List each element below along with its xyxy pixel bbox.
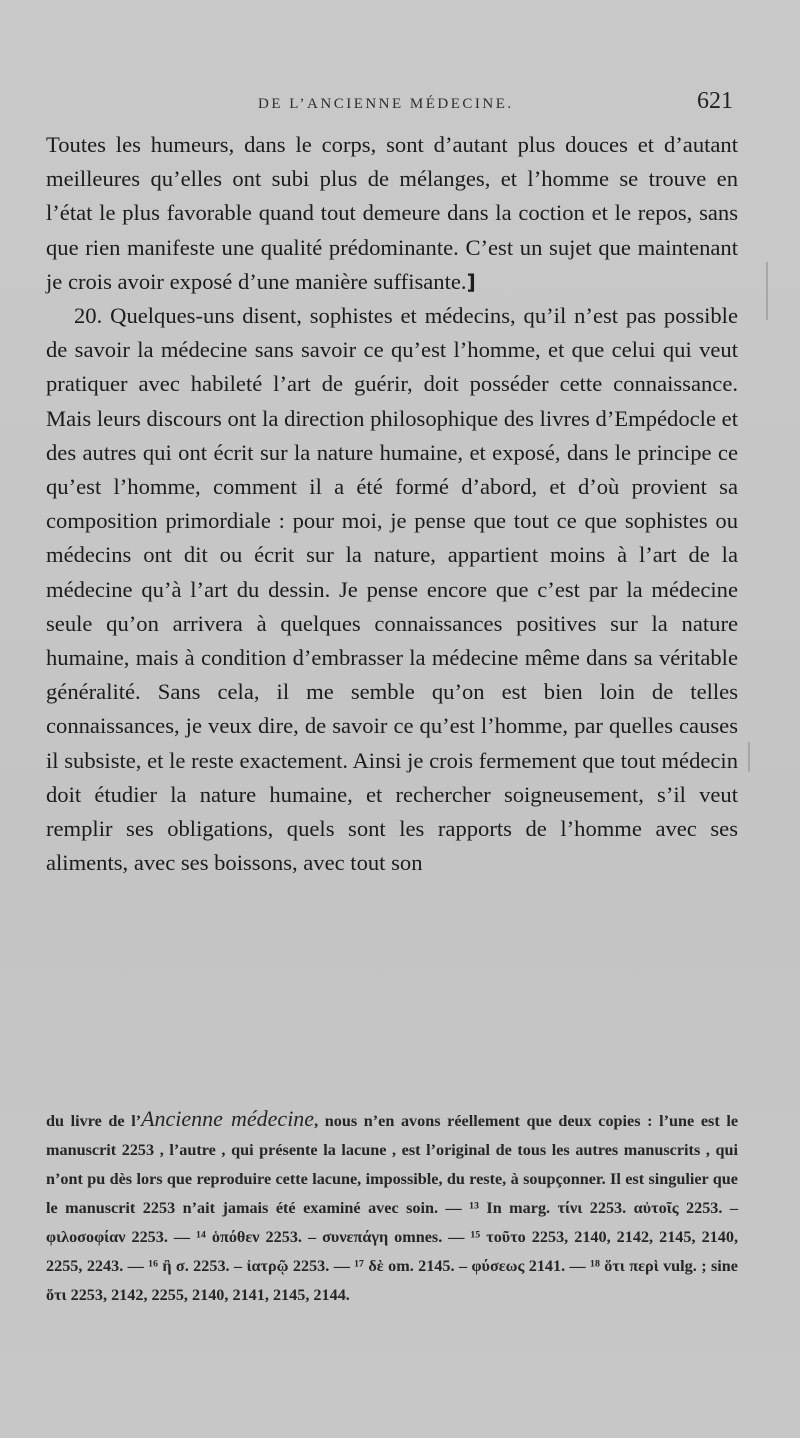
book-title: Ancienne médecine — [141, 1106, 315, 1131]
closing-bracket: ] — [466, 269, 476, 294]
footnote-text: , nous n’en avons réellement que deux copies : l’une est le manuscrit 2253 , l’autre , qui présente la lacune , est l’original de tous les autres manuscrits , qui n’ont pu dès lors que reproduire cette lacune, impossible, du reste, à soupçonner. Il est singulier que le manuscrit 2253 n’ait jamais été examiné avec soin. — ¹³ In marg. τίνι 2253. αὐτοῖς 2253. – φιλοσοφίαν 2253. — ¹⁴ ὁπόθεν 2253. – συνεπάγη omnes. — ¹⁵ τοῦτο 2253, 2140, 2142, 2145, 2140, 2255, 2243. — ¹⁶ ἢ σ. 2253. – ἰατρῷ 2253. — ¹⁷ δὲ om. 2145. – φύσεως 2141. — ¹⁸ ὅτι περὶ vulg. ; sine ὅτι 2253, 2142, 2255, 2140, 2141, 2145, 2144. — [46, 1112, 739, 1304]
footnote-lead: du livre de l’ — [46, 1112, 142, 1130]
paragraph-20: 20. Quelques-uns disent, sophistes et médecins, qu’il n’est pas possible de savoir la médecine sans savoir ce qu’est l’homme, et que celui qui veut pratiquer avec habileté l’art de guérir, doit posséder cette connaissance. Mais leurs discours ont la direction philosophique des livres d’Empédocle et des autres qui ont écrit sur la nature humaine, et exposé, dans le principe ce qu’est l’homme, comment il a été formé d’abord, et d’où provient sa composition primordiale : pour moi, je pense que tout ce que sophistes ou médecins ont dit ou écrit sur la nature, appartient moins à l’art de la médecine qu’à l’art du dessin. Je pense encore que c’est par la médecine seule qu’on arrivera à quelques connaissances positives sur la nature humaine, mais à condition d’embrasser la médecine même dans sa véritable généralité. Sans cela, il me semble qu’on est bien loin de telles connaissances, je veux dire, de savoir ce qu’est l’homme, par quelles causes il subsiste, et le reste exactement. Ainsi je crois fermement que tout médecin doit étudier la nature humaine, et rechercher soigneusement, s’il veut remplir ses obligations, quels sont les rapports de l’homme avec ses aliments, avec ses boissons, avec tout son — [46, 303, 738, 876]
footnote-block — [46, 1104, 738, 1310]
footnotes — [46, 1104, 738, 1310]
main-text — [46, 128, 738, 880]
paragraph-1 — [46, 128, 738, 299]
margin-mark — [748, 742, 750, 772]
running-title: DE L’ANCIENNE MÉDECINE. — [258, 96, 514, 112]
paragraph-1-text: Toutes les humeurs, dans le corps, sont d’autant plus douces et d’autant meilleures qu’elles ont subi plus de mélanges, et l’homme se trouve en l’état le plus favorable quand tout demeure dans la coction et le repos, sans que rien manifeste une qualité prédominante. C’est un sujet que maintenant je crois avoir exposé d’une manière suffisante. — [46, 132, 738, 294]
page-number: 621 — [697, 88, 733, 114]
margin-mark — [766, 262, 768, 320]
